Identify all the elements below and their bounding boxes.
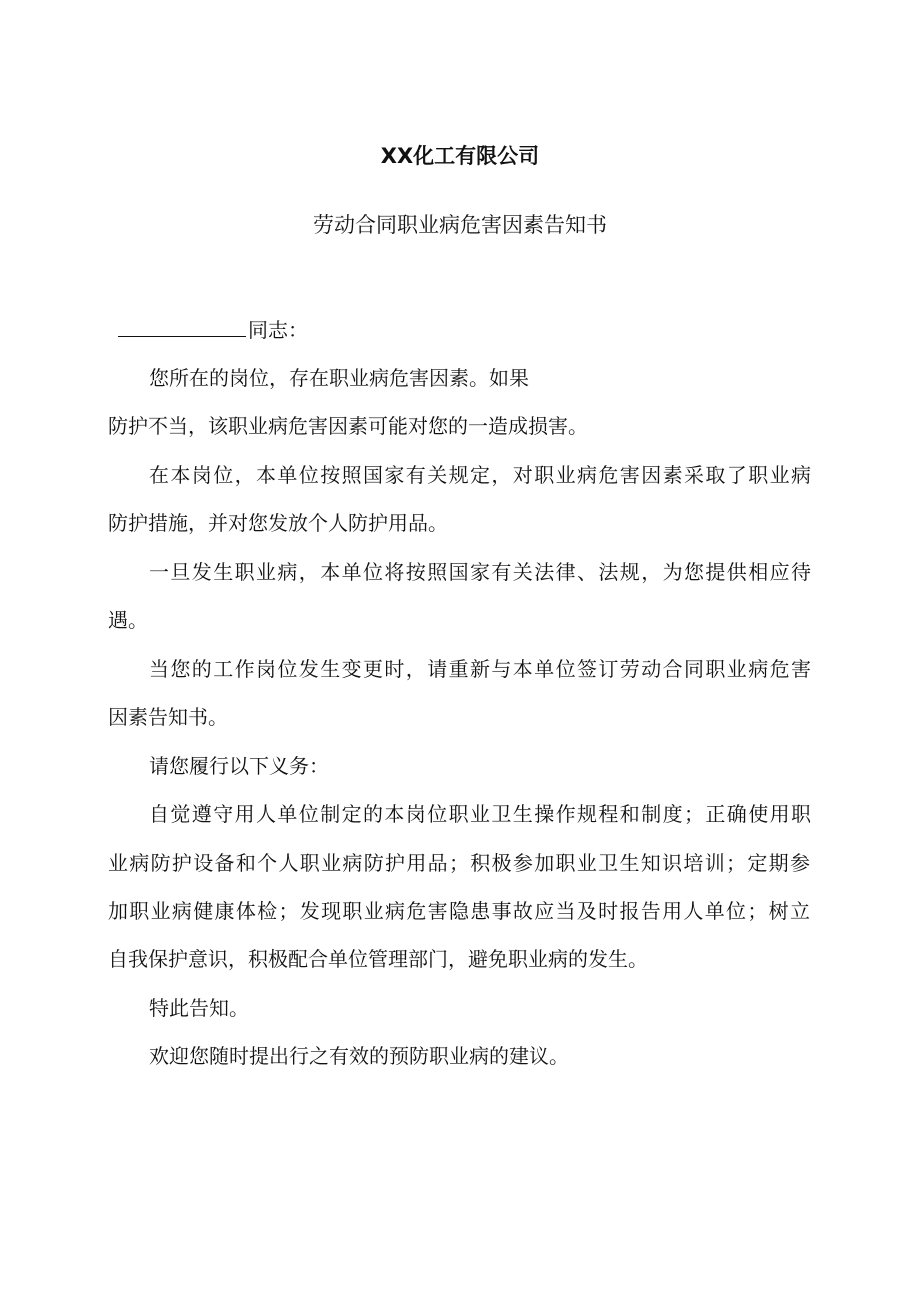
paragraph-line: 业病防护设备和个人职业病防护用品；积极参加职业卫生知识培训；定期参	[108, 851, 810, 875]
paragraph-line: 特此告知。	[149, 996, 249, 1020]
paragraph-line: 当您的工作岗位发生变更时，请重新与本单位签订劳动合同职业病危害	[149, 657, 811, 681]
paragraph-line: 防护措施，并对您发放个人防护用品。	[108, 511, 448, 535]
paragraph-line: 在本岗位，本单位按照国家有关规定，对职业病危害因素采取了职业病	[149, 463, 811, 487]
paragraph-line: 加职业病健康体检；发现职业病危害隐患事故应当及时报告用人单位；树立	[108, 899, 810, 923]
salutation-line	[118, 316, 308, 344]
paragraph-line: 欢迎您随时提出行之有效的预防职业病的建议。	[149, 1044, 569, 1068]
paragraph-line: 请您履行以下义务：	[149, 754, 329, 778]
paragraph-line: 自觉遵守用人单位制定的本岗位职业卫生操作规程和制度；正确使用职	[149, 802, 811, 826]
paragraph-line: 一旦发生职业病，本单位将按照国家有关法律、法规，为您提供相应待	[149, 560, 811, 584]
name-blank	[118, 316, 246, 337]
paragraph-line: 您所在的岗位，存在职业病危害因素。如果	[149, 366, 529, 390]
paragraph-line: 防护不当，该职业病危害因素可能对您的一造成损害。	[108, 414, 588, 438]
paragraph-line: 自我保护意识，积极配合单位管理部门，避免职业病的发生。	[108, 947, 648, 971]
document-title: 劳动合同职业病危害因素告知书	[313, 213, 607, 237]
paragraph-line: 因素告知书。	[108, 705, 228, 729]
salutation-suffix: 同志：	[248, 318, 308, 342]
company-title: XX化工有限公司	[380, 144, 540, 168]
paragraph-line: 遇。	[108, 608, 148, 632]
